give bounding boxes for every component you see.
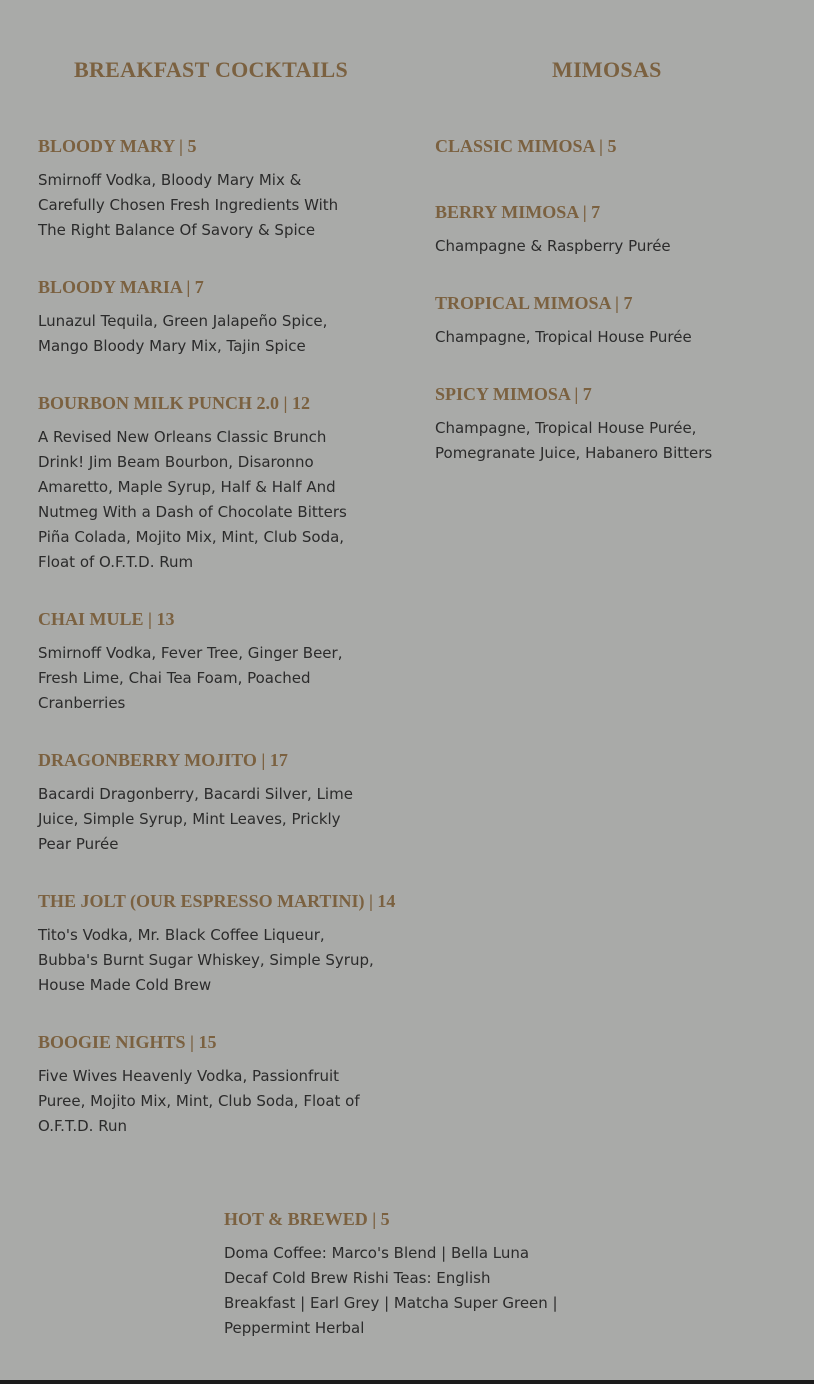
menu-item bbox=[435, 202, 755, 259]
menu-item bbox=[435, 293, 755, 350]
menu-item-title: CHAI MULE | 13 bbox=[38, 609, 175, 629]
menu-item-title: BOOGIE NIGHTS | 15 bbox=[38, 1032, 217, 1052]
menu-item-title: TROPICAL MIMOSA | 7 bbox=[435, 293, 633, 313]
menu-item bbox=[435, 384, 755, 466]
menu-item-description: Champagne, Tropical House Purée, Pomegranate Juice, Habanero Bitters bbox=[435, 419, 713, 462]
menu-item bbox=[38, 136, 368, 243]
menu-item-title: SPICY MIMOSA | 7 bbox=[435, 384, 592, 404]
menu-item-description: Lunazul Tequila, Green Jalapeño Spice, Mango Bloody Mary Mix, Tajin Spice bbox=[38, 312, 328, 355]
menu-item-description: Champagne, Tropical House Purée bbox=[435, 328, 692, 346]
section-heading: BREAKFAST COCKTAILS bbox=[74, 57, 349, 82]
hot-brewed-section bbox=[224, 1209, 564, 1341]
bottom-divider bbox=[0, 1380, 814, 1384]
menu-item-title: BLOODY MARIA | 7 bbox=[38, 277, 204, 297]
menu-item bbox=[38, 393, 368, 575]
menu-item-description: Tito's Vodka, Mr. Black Coffee Liqueur, Bubba's Burnt Sugar Whiskey, Simple Syrup, House Made Cold Brew bbox=[38, 926, 374, 994]
menu-item-description: A Revised New Orleans Classic Brunch Drink! Jim Beam Bourbon, Disaronno Amaretto, Maple Syrup, Half & Half And Nutmeg With a Dash of Chocolate Bitters Piña Colada, Mojito Mix, Mint, Club Soda, Float of O.F.T.D. Rum bbox=[38, 428, 347, 571]
menu-item-description: Doma Coffee: Marco's Blend | Bella Luna Decaf Cold Brew Rishi Teas: English Breakfast | Earl Grey | Matcha Super Green | Peppermint Herbal bbox=[224, 1244, 558, 1337]
menu-item-title: DRAGONBERRY MOJITO | 17 bbox=[38, 750, 288, 770]
menu-item-description: Bacardi Dragonberry, Bacardi Silver, Lime Juice, Simple Syrup, Mint Leaves, Prickly Pear Purée bbox=[38, 785, 353, 853]
section-heading: MIMOSAS bbox=[552, 57, 662, 82]
menu-item-description: Five Wives Heavenly Vodka, Passionfruit Puree, Mojito Mix, Mint, Club Soda, Float of O.F.T.D. Run bbox=[38, 1067, 360, 1135]
menu-item bbox=[38, 1032, 383, 1139]
menu-item-title: BERRY MIMOSA | 7 bbox=[435, 202, 601, 222]
menu-item-description: Smirnoff Vodka, Fever Tree, Ginger Beer, Fresh Lime, Chai Tea Foam, Poached Cranberries bbox=[38, 644, 343, 712]
menu-item bbox=[435, 136, 755, 156]
menu-item-title: BOURBON MILK PUNCH 2.0 | 12 bbox=[38, 393, 310, 413]
menu-item bbox=[38, 891, 396, 998]
menu-item bbox=[38, 277, 368, 359]
menu-item-description: Smirnoff Vodka, Bloody Mary Mix & Carefully Chosen Fresh Ingredients With The Right Balance Of Savory & Spice bbox=[38, 171, 339, 239]
menu-item bbox=[38, 609, 368, 716]
menu-item-title: BLOODY MARY | 5 bbox=[38, 136, 197, 156]
menu-item-title: HOT & BREWED | 5 bbox=[224, 1209, 390, 1229]
menu-item-description: Champagne & Raspberry Purée bbox=[435, 237, 671, 255]
menu-item-title: CLASSIC MIMOSA | 5 bbox=[435, 136, 617, 156]
menu-item-title: THE JOLT (OUR ESPRESSO MARTINI) | 14 bbox=[38, 891, 396, 911]
menu-item bbox=[38, 750, 368, 857]
